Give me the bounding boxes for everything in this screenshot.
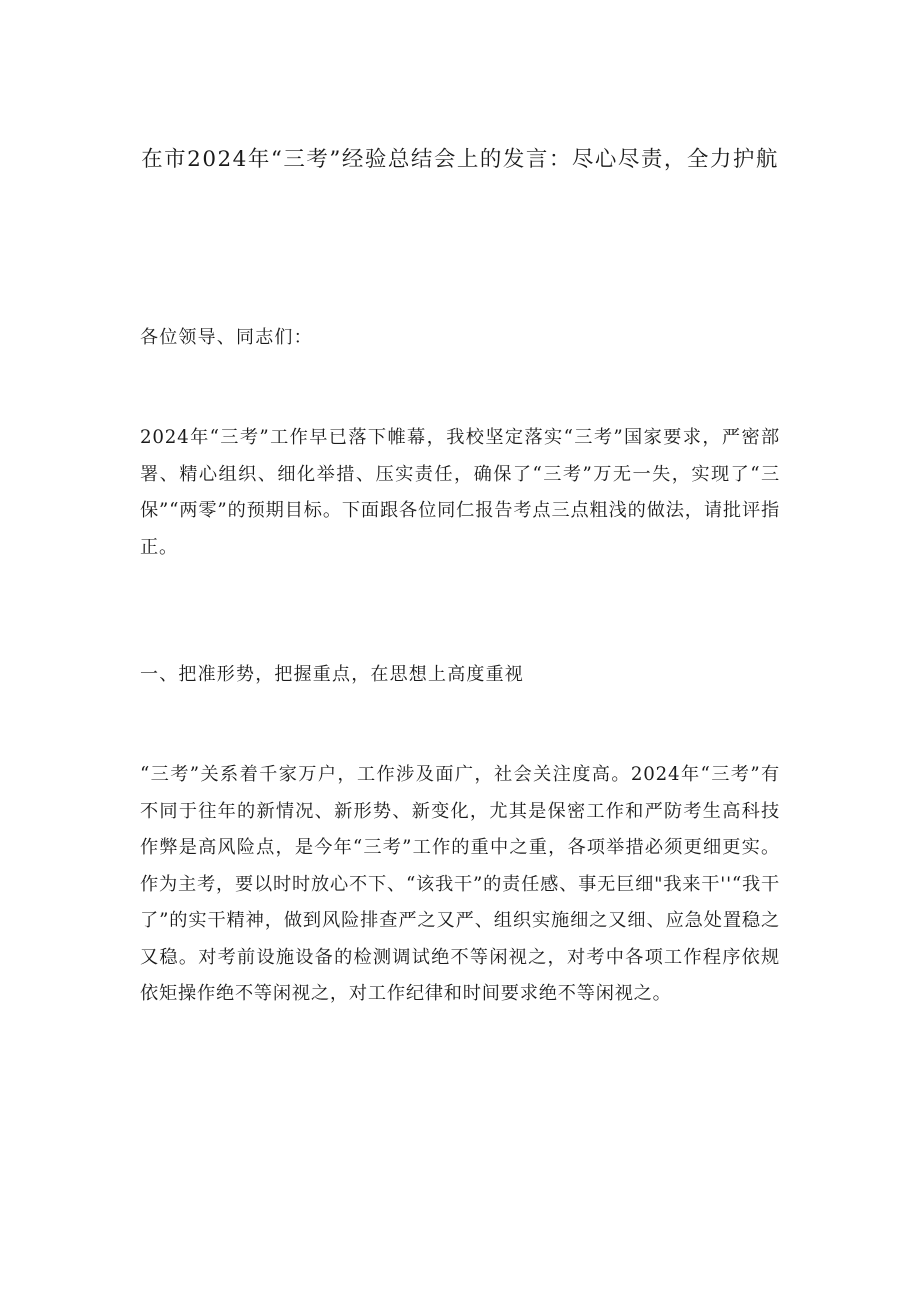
- body-paragraph: “三考”关系着千家万户，工作涉及面广，社会关注度高。2024年“三考”有不同于往年的新情况、新形势、新变化，尤其是保密工作和严防考生高科技作弊是高风险点，是今年“三考”工作的重中之重，各项举措必须更细更实。作为主考，要以时时放心不下、“该我干”的责任感、事无巨细"我来干''“我干了”的实干精神，做到风险排查严之又严、组织实施细之又细、应急处置稳之又稳。对考前设施设备的检测调试绝不等闲视之，对考中各项工作程序依规依矩操作绝不等闲视之，对工作纪律和时间要求绝不等闲视之。: [140, 764, 780, 1004]
- document-title: 在市2024年“三考”经验总结会上的发言：尽心尽责，全力护航: [141, 147, 779, 172]
- salutation: 各位领导、同志们：: [140, 327, 313, 348]
- intro-paragraph: 2024年“三考”工作早已落下帷幕，我校坚定落实“三考”国家要求，严密部署、精心组织、细化举措、压实责任，确保了“三考”万无一失，实现了“三保”“两零”的预期目标。下面跟各位同仁报告考点三点粗浅的做法，请批评指正。: [140, 427, 780, 558]
- section-heading-1: 一、把准形势，把握重点，在思想上高度重视: [140, 664, 524, 685]
